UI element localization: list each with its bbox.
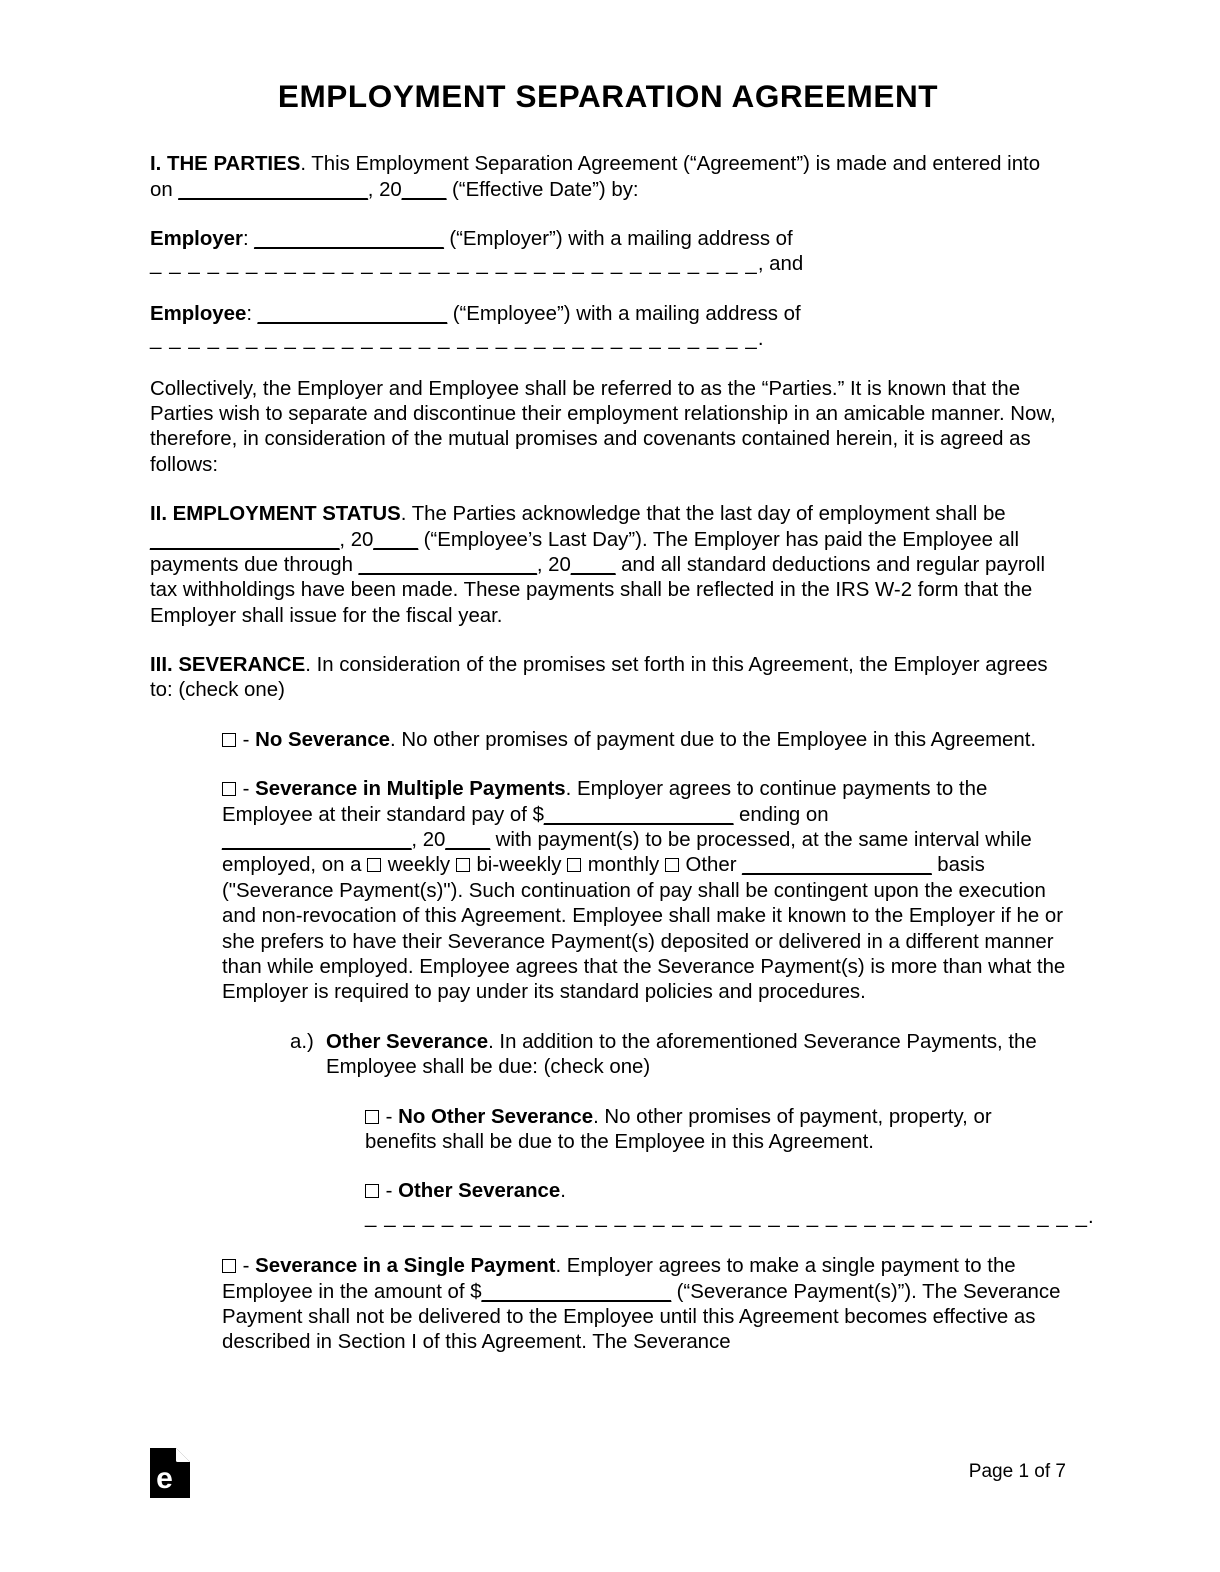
- option-dash: -: [237, 728, 256, 751]
- option-no-other-severance-text: . No other promises of payment, property, or benefits shall be due to the Employee in this Agreement.: [365, 1105, 992, 1153]
- employer-line2-tail: , and: [757, 253, 804, 276]
- other-severance-blank[interactable]: _ _ _ _ _ _ _ _ _ _ _ _ _ _ _ _ _ _ _ _ _ _ _ _ _ _ _ _ _ _ _ _ _ _ _ _ _ _: [365, 1205, 1089, 1228]
- section-employment-status: [150, 502, 1066, 629]
- multiple-text-b: ending on: [733, 803, 829, 826]
- option-dash: -: [237, 778, 256, 801]
- option-dash: -: [237, 1255, 256, 1278]
- status-text-d: , 20: [536, 553, 571, 576]
- other-basis-blank[interactable]: _________________: [742, 854, 932, 877]
- parties-intro-b: , 20: [367, 178, 402, 201]
- multiple-text-d: with payment(s) to be processed, at the same interval while employed, on a: [222, 829, 1032, 877]
- employer-colon: :: [242, 228, 255, 250]
- paid-through-blank[interactable]: ________________: [358, 553, 537, 576]
- section-the-parties: [150, 152, 1066, 203]
- employee-name-blank[interactable]: _________________: [257, 302, 448, 325]
- section-heading-parties: I. THE PARTIES: [150, 153, 301, 176]
- page-number: Page 1 of 7: [968, 1461, 1066, 1482]
- section-heading-severance: III. SEVERANCE: [150, 654, 306, 677]
- option-no-other-severance-label: No Other Severance: [398, 1105, 594, 1128]
- freq-monthly-label: monthly: [582, 854, 665, 877]
- employee-line2-tail: .: [757, 328, 764, 351]
- page-title: EMPLOYMENT SEPARATION AGREEMENT: [277, 78, 939, 114]
- eforms-logo: [150, 1448, 190, 1498]
- checkbox-icon-weekly[interactable]: [367, 858, 381, 872]
- sub-a-label: Other Severance: [326, 1030, 489, 1053]
- ending-on-blank[interactable]: _________________: [222, 829, 412, 852]
- checkbox-icon[interactable]: [365, 1110, 379, 1124]
- standard-pay-blank[interactable]: _________________: [543, 803, 734, 826]
- employee-colon: :: [246, 302, 258, 325]
- effective-date-blank[interactable]: _________________: [178, 178, 368, 201]
- employee-label: Employee: [150, 302, 247, 325]
- option-other-severance-text: .: [560, 1180, 566, 1203]
- multiple-text-a: . Employer agrees to continue payments to the Employee at their standard pay of $: [222, 778, 988, 826]
- option-multiple-label: Severance in Multiple Payments: [255, 778, 566, 801]
- document-body: [150, 78, 1094, 1380]
- severance-intro: . In consideration of the promises set forth in this Agreement, the Employer agrees to: (check one): [150, 654, 1048, 702]
- status-text-b: , 20: [339, 528, 374, 551]
- option-no-severance-label: No Severance: [255, 728, 391, 751]
- option-other-severance-label: Other Severance: [398, 1180, 561, 1203]
- option-no-other-severance[interactable]: [365, 1105, 1065, 1156]
- parties-intro-c: (“Effective Date”) by:: [446, 178, 639, 201]
- checkbox-icon[interactable]: [365, 1184, 379, 1198]
- freq-weekly-label: weekly: [382, 854, 456, 877]
- checkbox-icon-biweekly[interactable]: [456, 858, 470, 872]
- status-text-e: and all standard deductions and regular payroll tax withholdings have been made. These payments shall be reflected in the IRS W-2 form that the Employer shall issue for the fiscal year.: [150, 553, 1046, 627]
- single-text-a: . Employer agrees to make a single payment to the Employee in the amount of $: [222, 1255, 1016, 1303]
- status-text-a: . The Parties acknowledge that the last day of employment shall be: [400, 503, 1006, 526]
- checkbox-icon[interactable]: [222, 782, 236, 796]
- employer-address-blank[interactable]: _ _ _ _ _ _ _ _ _ _ _ _ _ _ _ _ _ _ _ _ _ _ _ _ _ _ _ _ _ _ _ _: [150, 253, 758, 276]
- option-dash: -: [380, 1105, 399, 1128]
- employer-tail: (“Employer”) with a mailing address of: [443, 228, 793, 250]
- checkbox-icon-monthly[interactable]: [567, 858, 581, 872]
- employee-address-blank[interactable]: _ _ _ _ _ _ _ _ _ _ _ _ _ _ _ _ _ _ _ _ _ _ _ _ _ _ _ _ _ _ _ _: [150, 328, 758, 351]
- list-item-a-other-severance: [290, 1030, 1106, 1081]
- svg-text:e: e: [156, 1462, 173, 1495]
- checkbox-icon-other[interactable]: [665, 858, 679, 872]
- option-no-severance-text: . No other promises of payment due to the Employee in this Agreement.: [390, 728, 1037, 751]
- employee-block: [150, 302, 994, 353]
- list-marker-a: a.): [290, 1030, 314, 1053]
- single-amount-blank[interactable]: _________________: [481, 1280, 671, 1303]
- page-footer: [150, 1448, 1066, 1508]
- document-logo-icon: [150, 1448, 190, 1498]
- paid-through-year-blank[interactable]: ____: [570, 553, 616, 576]
- ending-year-blank[interactable]: ____: [445, 829, 490, 852]
- status-text-c: (“Employee’s Last Day”). The Employer has paid the Employee all payments due through: [150, 528, 1020, 576]
- employer-name-blank[interactable]: _________________: [254, 228, 444, 250]
- employee-tail: (“Employee”) with a mailing address of: [447, 302, 801, 325]
- option-severance-multiple[interactable]: [222, 777, 1066, 1006]
- employer-block: [150, 227, 994, 278]
- employer-label: Employer: [150, 228, 243, 250]
- other-severance-trailing: .: [1088, 1205, 1094, 1228]
- effective-year-blank[interactable]: ____: [401, 178, 447, 201]
- collective-paragraph: Collectively, the Employer and Employee shall be referred to as the “Parties.” It is known that the Parties wish to separate and discontinue their employment relationship in an amicable manner. Now, therefore, in consideration of the mutual promises and covenants contained herein, it is agreed as follows:: [150, 377, 1056, 476]
- section-severance: [150, 653, 1066, 704]
- multiple-text-e: basis ("Severance Payment(s)"). Such continuation of pay shall be contingent upon the execution and non-revocation of this Agreement. Employee shall make it known to the Employer if he or she prefers to have their Severance Payment(s) deposited or delivered in a different manner than while employed. Employee agrees that the Severance Payment(s) is more than what the Employer is required to pay under its standard policies and procedures.: [222, 854, 1066, 1004]
- option-no-severance[interactable]: [222, 728, 1066, 753]
- parties-intro-a: . This Employment Separation Agreement (“Agreement”) is made and entered into on: [150, 153, 1041, 201]
- last-day-year-blank[interactable]: ____: [373, 528, 418, 551]
- freq-other-label: Other: [679, 854, 743, 877]
- checkbox-icon[interactable]: [222, 733, 236, 747]
- last-day-blank[interactable]: _________________: [150, 528, 340, 551]
- freq-biweekly-label: bi-weekly: [470, 854, 568, 877]
- option-severance-single[interactable]: [222, 1254, 1066, 1356]
- section-heading-employment-status: II. EMPLOYMENT STATUS: [150, 503, 401, 526]
- multiple-text-c: , 20: [411, 829, 446, 852]
- checkbox-icon[interactable]: [222, 1259, 236, 1273]
- sub-a-text: . In addition to the aforementioned Severance Payments, the Employee shall be due: (check one): [326, 1030, 1037, 1079]
- option-dash: -: [380, 1180, 399, 1203]
- option-other-severance[interactable]: [365, 1179, 1094, 1230]
- option-single-label: Severance in a Single Payment: [255, 1255, 556, 1278]
- single-text-b: (“Severance Payment(s)”). The Severance Payment shall not be delivered to the Employee until this Agreement becomes effective as described in Section I of this Agreement. The Severance: [222, 1280, 1061, 1354]
